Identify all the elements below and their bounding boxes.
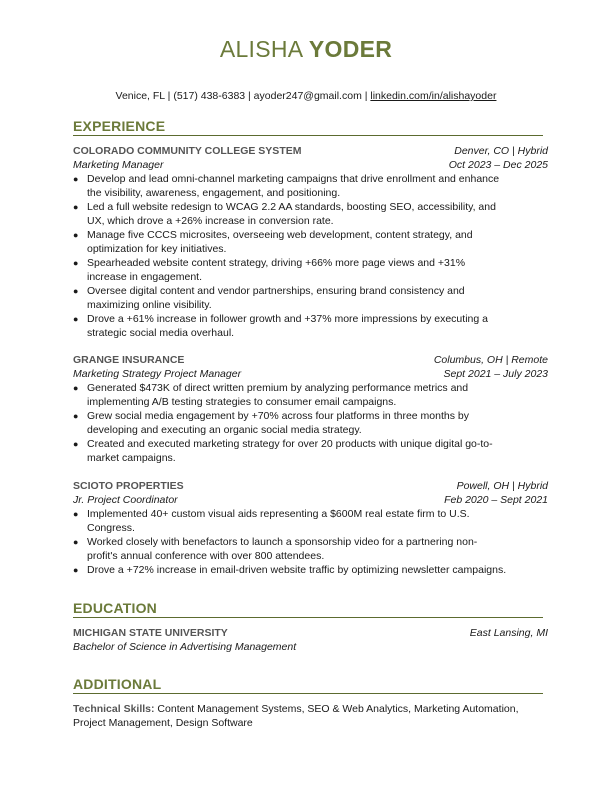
skills-label: Technical Skills: [73,703,155,715]
job-location: Columbus, OH | Remote [433,354,548,366]
bullet-item: ● Manage five CCCS microsites, overseeing web development, content strategy, and optimization for key initiatives. [73,228,507,256]
first-name: ALISHA [219,36,303,62]
job-dates: Feb 2020 – Sept 2021 [444,494,548,506]
linkedin-link[interactable]: linkedin.com/in/alishayoder [370,90,497,102]
job-bullets [73,381,548,465]
last-name: YODER [308,36,393,62]
bullet-item: ● Generated $473K of direct written premium by analyzing performance metrics and implementing A/B testing strategies to consumer email campaigns. [73,381,507,409]
job-grange [73,353,548,465]
experience-heading: EXPERIENCE [73,118,543,136]
bullet-item: ● Implemented 40+ custom visual aids representing a $600M real estate firm to U.S. Congress. [73,507,507,535]
job-dates: Oct 2023 – Dec 2025 [448,159,548,171]
job-org: COLORADO COMMUNITY COLLEGE SYSTEM [73,145,302,157]
job-colorado [73,144,548,340]
job-title: Jr. Project Coordinator [73,494,178,506]
degree: Bachelor of Science in Advertising Management [73,641,297,653]
bullet-item: ● Oversee digital content and vendor partnerships, ensuring brand consistency and maximizing online visibility. [73,284,507,312]
candidate-name [0,36,612,63]
job-org: SCIOTO PROPERTIES [73,480,184,492]
contact-details: Venice, FL | (517) 438-6383 | ayoder247@gmail.com | [115,90,371,102]
bullet-item: ● Led a full website redesign to WCAG 2.2 AA standards, boosting SEO, accessibility, and UX, which drove a +26% increase in conversion rate. [73,200,507,228]
bullet-item: ● Drove a +61% increase in follower growth and +37% more impressions by executing a strategic social media overhaul. [73,312,507,340]
bullet-item: ● Created and executed marketing strategy for over 20 products with unique digital go-to-market campaigns. [73,437,507,465]
school-name: MICHIGAN STATE UNIVERSITY [73,627,228,639]
skills-text: Content Management Systems, SEO & Web Analytics, Marketing Automation, Project Management, Design Software [73,703,519,729]
job-title: Marketing Manager [73,159,164,171]
education-heading: EDUCATION [73,600,543,618]
additional-heading: ADDITIONAL [73,676,543,694]
bullet-item: ● Develop and lead omni-channel marketing campaigns that drive enrollment and enhance the visibility, awareness, engagement, and positioning. [73,172,507,200]
job-bullets [73,507,548,577]
job-location: Denver, CO | Hybrid [454,145,548,157]
technical-skills [73,702,533,730]
bullet-item: ● Drove a +72% increase in email-driven website traffic by optimizing newsletter campaigns. [73,563,507,577]
school-location: East Lansing, MI [469,627,548,639]
job-bullets [73,172,548,340]
contact-line [0,90,612,102]
job-org: GRANGE INSURANCE [73,354,185,366]
job-location: Powell, OH | Hybrid [456,480,548,492]
bullet-item: ● Spearheaded website content strategy, driving +66% more page views and +31% increase in engagement. [73,256,507,284]
bullet-item: ● Worked closely with benefactors to launch a sponsorship video for a partnering non-profit's annual conference with over 800 attendees. [73,535,507,563]
education-entry [73,626,548,654]
job-scioto [73,479,548,577]
job-title: Marketing Strategy Project Manager [73,368,242,380]
bullet-item: ● Grew social media engagement by +70% across four platforms in three months by developing and executing an organic social media strategy. [73,409,507,437]
job-dates: Sept 2021 – July 2023 [443,368,548,380]
